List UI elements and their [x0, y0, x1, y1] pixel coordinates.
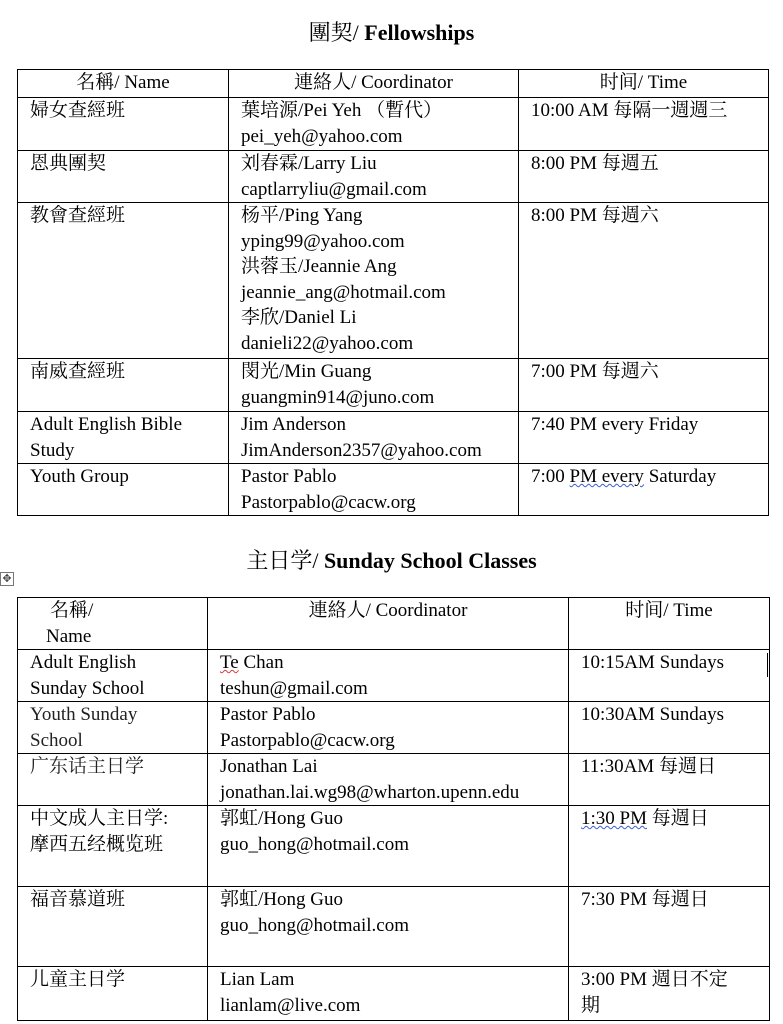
- fellowship-coordinator-cell: [229, 98, 519, 151]
- class-name-cell: [18, 887, 208, 967]
- table-row: [18, 203, 769, 359]
- coordinator-email: teshun@gmail.com: [220, 677, 368, 699]
- coordinator-email: jonathan.lai.wg98@wharton.upenn.edu: [220, 781, 520, 803]
- time-suffix: 每週日: [647, 808, 709, 829]
- fellowship-time-cell: [519, 151, 769, 203]
- table-row: [18, 412, 769, 464]
- fellowship-time-cell: [519, 412, 769, 464]
- table-row: [18, 967, 770, 1021]
- class-time: 10:15AM Sundays: [581, 652, 725, 673]
- coordinator-name: Jonathan Lai: [220, 756, 318, 777]
- fellowship-time-cell: [519, 464, 769, 516]
- fellowship-name: 教會查經班: [30, 205, 126, 226]
- fellowship-name-cell: [18, 359, 229, 412]
- coordinator-email: jeannie_ang@hotmail.com: [241, 281, 446, 303]
- class-time-cell: [569, 650, 770, 702]
- fellowship-time: [531, 464, 768, 490]
- grammar-flag: 1:30 PM: [581, 808, 647, 829]
- class-coordinator-cell: [208, 650, 569, 702]
- table-row: [18, 754, 770, 806]
- fellowship-name-cell: [18, 412, 229, 464]
- coordinator-email: yping99@yahoo.com: [241, 230, 405, 252]
- table-row: [18, 464, 769, 516]
- grammar-flag: PM every: [569, 466, 644, 487]
- fellowship-coordinator-cell: [229, 203, 519, 359]
- header-coordinator: 連絡人/ Coordinator: [229, 70, 519, 98]
- time-prefix: 7:00: [531, 466, 570, 487]
- coordinator-name: Lian Lam: [220, 969, 295, 990]
- header-name: [18, 598, 208, 650]
- table-row: [18, 98, 769, 151]
- fellowship-time-cell: [519, 359, 769, 412]
- fellowship-time: 7:40 PM every Friday: [531, 414, 699, 435]
- coordinator-name: [220, 650, 568, 676]
- class-name-cell: [18, 702, 208, 754]
- class-time: 10:30AM Sundays: [581, 704, 725, 725]
- class-time-cell: [569, 887, 770, 967]
- coordinator-name: Pastor Pablo: [241, 466, 337, 487]
- coordinator-name: 杨平/Ping Yang: [241, 205, 363, 226]
- fellowship-time: 10:00 AM 每隔一週週三: [531, 100, 728, 121]
- fellowship-time: 7:00 PM 每週六: [531, 361, 659, 382]
- fellowship-name: 南威查經班: [30, 361, 126, 382]
- fellowships-heading: [0, 20, 783, 46]
- header-coordinator: 連絡人/ Coordinator: [208, 598, 569, 650]
- coordinator-email: guo_hong@hotmail.com: [220, 914, 410, 936]
- class-name-cont: 摩西五经概览班: [30, 833, 164, 855]
- table-header-row: [18, 70, 769, 98]
- coordinator-email: Pastorpablo@cacw.org: [241, 491, 416, 513]
- coordinator-email: danieli22@yahoo.com: [241, 332, 414, 354]
- table-row: [18, 806, 770, 887]
- fellowship-time: 8:00 PM 每週五: [531, 153, 659, 174]
- class-coordinator-cell: [208, 967, 569, 1021]
- fellowship-name: 恩典團契: [30, 153, 107, 174]
- class-coordinator-cell: [208, 702, 569, 754]
- header-name-line1: 名稱/: [50, 600, 94, 621]
- table-row: [18, 702, 770, 754]
- coordinator-name: Jim Anderson: [241, 414, 347, 435]
- fellowship-name-cell: [18, 98, 229, 151]
- fellowships-table: [17, 69, 769, 516]
- class-time: [581, 806, 769, 832]
- class-name-cell: [18, 650, 208, 702]
- fellowship-name-cell: [18, 203, 229, 359]
- class-coordinator-cell: [208, 806, 569, 887]
- coordinator-name-rest: Chan: [238, 652, 284, 673]
- header-name: 名稱/ Name: [18, 70, 229, 98]
- fellowship-name: Youth Group: [30, 466, 129, 487]
- class-name-cell: [18, 806, 208, 887]
- fellowship-name: 婦女查經班: [30, 100, 126, 121]
- coordinator-email: JimAnderson2357@yahoo.com: [241, 439, 482, 461]
- class-name: Adult English: [30, 652, 137, 673]
- class-name: 福音慕道班: [30, 889, 126, 910]
- class-name: 儿童主日学: [30, 969, 126, 990]
- sunday-school-heading-cn: 主日学/: [246, 548, 319, 573]
- fellowship-name-cont: Study: [30, 439, 75, 461]
- fellowship-time-cell: [519, 203, 769, 359]
- class-name: 广东话主日学: [30, 756, 145, 777]
- table-row: [18, 151, 769, 203]
- header-time: 时间/ Time: [569, 598, 770, 650]
- class-time-cell: [569, 702, 770, 754]
- table-row: [18, 887, 770, 967]
- class-time: 11:30AM 每週日: [581, 756, 716, 777]
- coordinator-name: 洪蓉玉/Jeannie Ang: [241, 256, 397, 277]
- class-name-cont: School: [30, 729, 83, 751]
- class-time: 7:30 PM 每週日: [581, 889, 709, 910]
- class-coordinator-cell: [208, 887, 569, 967]
- coordinator-name: Pastor Pablo: [220, 704, 316, 725]
- coordinator-name: 郭虹/Hong Guo: [220, 889, 343, 910]
- coordinator-email: pei_yeh@yahoo.com: [241, 125, 403, 147]
- table-row: [18, 650, 770, 702]
- time-suffix: Saturday: [643, 466, 717, 487]
- sunday-school-heading-en: Sunday School Classes: [318, 548, 537, 573]
- class-name-cont: Sunday School: [30, 677, 145, 699]
- fellowship-time: 8:00 PM 每週六: [531, 205, 659, 226]
- coordinator-email: captlarryliu@gmail.com: [241, 178, 427, 200]
- fellowships-heading-en: Fellowships: [358, 20, 475, 45]
- class-time-cell: [569, 806, 770, 887]
- move-arrows-icon[interactable]: ✥: [0, 572, 14, 586]
- table-row: [18, 359, 769, 412]
- sunday-school-heading: [0, 548, 783, 574]
- fellowship-name: Adult English Bible: [30, 414, 182, 435]
- coordinator-name: 郭虹/Hong Guo: [220, 808, 343, 829]
- class-name: 中文成人主日学:: [30, 808, 169, 829]
- class-time-cell: [569, 967, 770, 1021]
- spelling-flag: Te: [220, 652, 239, 673]
- fellowship-name-cell: [18, 151, 229, 203]
- fellowship-time-cell: [519, 98, 769, 151]
- class-time-cont: 期: [581, 994, 601, 1016]
- coordinator-name: 閔光/Min Guang: [241, 361, 372, 382]
- fellowship-coordinator-cell: [229, 464, 519, 516]
- coordinator-email: guo_hong@hotmail.com: [220, 833, 410, 855]
- class-time: 3:00 PM 週日不定: [581, 969, 728, 990]
- fellowship-coordinator-cell: [229, 151, 519, 203]
- coordinator-name: 李欣/Daniel Li: [241, 307, 357, 328]
- coordinator-email: lianlam@live.com: [220, 994, 361, 1016]
- coordinator-name: 葉培源/Pei Yeh （暫代）: [241, 100, 443, 121]
- class-coordinator-cell: [208, 754, 569, 806]
- coordinator-email: Pastorpablo@cacw.org: [220, 729, 395, 751]
- header-name-line2: Name: [46, 625, 92, 647]
- fellowship-coordinator-cell: [229, 359, 519, 412]
- table-header-row: [18, 598, 770, 650]
- coordinator-email: guangmin914@juno.com: [241, 386, 435, 408]
- text-cursor: [767, 653, 768, 677]
- header-time: 时间/ Time: [519, 70, 769, 98]
- class-name: Youth Sunday: [30, 704, 138, 725]
- fellowship-name-cell: [18, 464, 229, 516]
- class-name-cell: [18, 967, 208, 1021]
- coordinator-name: 刘春霖/Larry Liu: [241, 153, 377, 174]
- fellowships-heading-cn: 團契/: [308, 20, 359, 45]
- class-name-cell: [18, 754, 208, 806]
- fellowship-coordinator-cell: [229, 412, 519, 464]
- sunday-school-table: [17, 597, 770, 1021]
- class-time-cell: [569, 754, 770, 806]
